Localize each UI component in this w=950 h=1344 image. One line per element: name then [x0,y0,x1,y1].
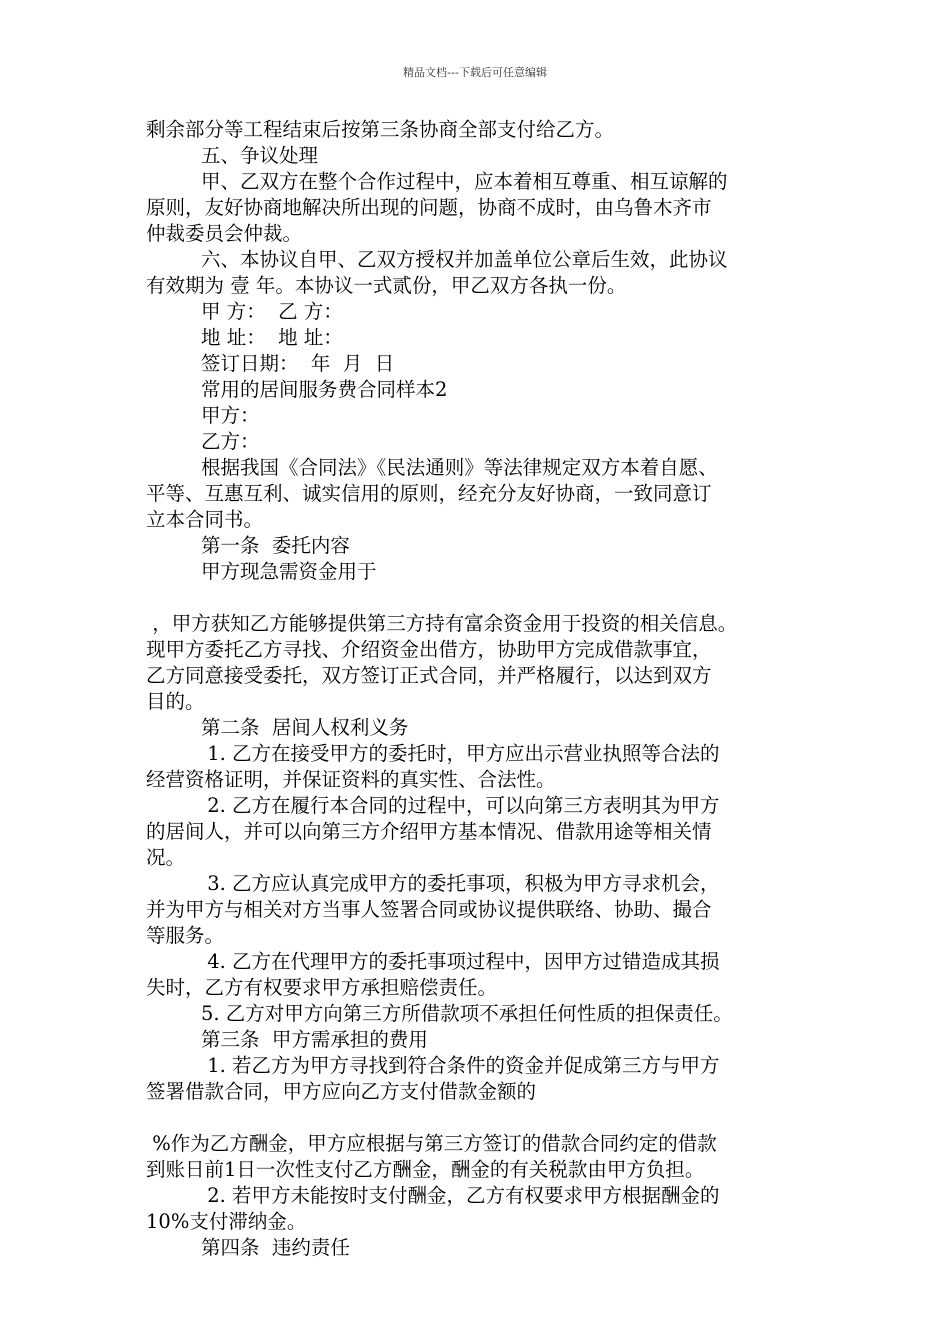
text-line: 立本合同书。 [146,508,264,531]
text-line: 并为甲方与相关对方当事人签署合同或协议提供联络、协助、撮合 [146,898,712,921]
party-line: 甲 方： 乙 方： [201,300,343,323]
text-line: 1. 若乙方为甲方寻找到符合条件的资金并促成第三方与甲方 [201,1054,720,1077]
text-line: 2. 若甲方未能按时支付酬金，乙方有权要求甲方根据酬金的 [201,1184,720,1207]
article-heading: 第四条 违约责任 [201,1236,350,1259]
text-line: 经营资格证明，并保证资料的真实性、合法性。 [146,768,556,791]
text-line: 10%支付滞纳金。 [146,1210,307,1233]
text-line: 失时，乙方有权要求甲方承担赔偿责任。 [146,976,498,999]
section-heading: 五、争议处理 [201,144,319,167]
text-line: 到账日前1日一次性支付乙方酬金，酬金的有关税款由甲方负担。 [146,1158,705,1181]
text-line: %作为乙方酬金，甲方应根据与第三方签订的借款合同约定的借款 [146,1132,717,1155]
text-line: 原则，友好协商地解决所出现的问题，协商不成时，由乌鲁木齐市 [146,196,712,219]
text-line: 1. 乙方在接受甲方的委托时，甲方应出示营业执照等合法的 [201,742,720,765]
party-a-line: 甲方： [201,404,260,427]
text-line: 签署借款合同，甲方应向乙方支付借款金额的 [146,1080,537,1103]
text-line: 5. 乙方对甲方向第三方所借款项不承担任何性质的担保责任。 [201,1002,733,1025]
text-line: 有效期为 壹 年。本协议一式贰份，甲乙双方各执一份。 [146,274,627,297]
document-body [146,117,826,1261]
address-line: 地 址： 地 址： [201,326,343,349]
text-line: 根据我国《合同法》《民法通则》等法律规定双方本着自愿、 [201,456,718,479]
article-heading: 第一条 委托内容 [201,534,350,557]
party-b-line: 乙方： [201,430,260,453]
document-title: 常用的居间服务费合同样本2 [201,378,448,401]
text-line: 现甲方委托乙方寻找、介绍资金出借方，协助甲方完成借款事宜， [146,638,712,661]
text-line: 4. 乙方在代理甲方的委托事项过程中，因甲方过错造成其损 [201,950,720,973]
text-line: 仲裁委员会仲裁。 [146,222,303,245]
text-line: 甲方现急需资金用于 [201,560,377,583]
text-line: 3. 乙方应认真完成甲方的委托事项，积极为甲方寻求机会， [201,872,720,895]
text-line: 剩余部分等工程结束后按第三条协商全部支付给乙方。 [146,118,615,141]
text-line: 等服务。 [146,924,225,947]
text-line: 六、本协议自甲、乙双方授权并加盖单位公章后生效，此协议 [201,248,728,271]
text-line: 况。 [146,846,186,869]
text-line: 甲、乙双方在整个合作过程中，应本着相互尊重、相互谅解的 [201,170,728,193]
text-line: 平等、互惠互利、诚实信用的原则，经充分友好协商，一致同意订 [146,482,712,505]
text-line: 目的。 [146,690,205,713]
blank-space [146,1105,826,1131]
article-heading: 第二条 居间人权利义务 [201,716,409,739]
text-line: 乙方同意接受委托，双方签订正式合同，并严格履行，以达到双方 [146,664,712,687]
text-line: 的居间人，并可以向第三方介绍甲方基本情况、借款用途等相关情 [146,820,712,843]
date-line: 签订日期： 年 月 日 [201,352,395,375]
page-header: 精品文档---下载后可任意编辑 [403,66,547,79]
text-line: 2. 乙方在履行本合同的过程中，可以向第三方表明其为甲方 [201,794,720,817]
text-line: ，甲方获知乙方能够提供第三方持有富余资金用于投资的相关信息。 [146,612,738,635]
article-heading: 第三条 甲方需承担的费用 [201,1028,428,1051]
blank-space [146,585,826,611]
